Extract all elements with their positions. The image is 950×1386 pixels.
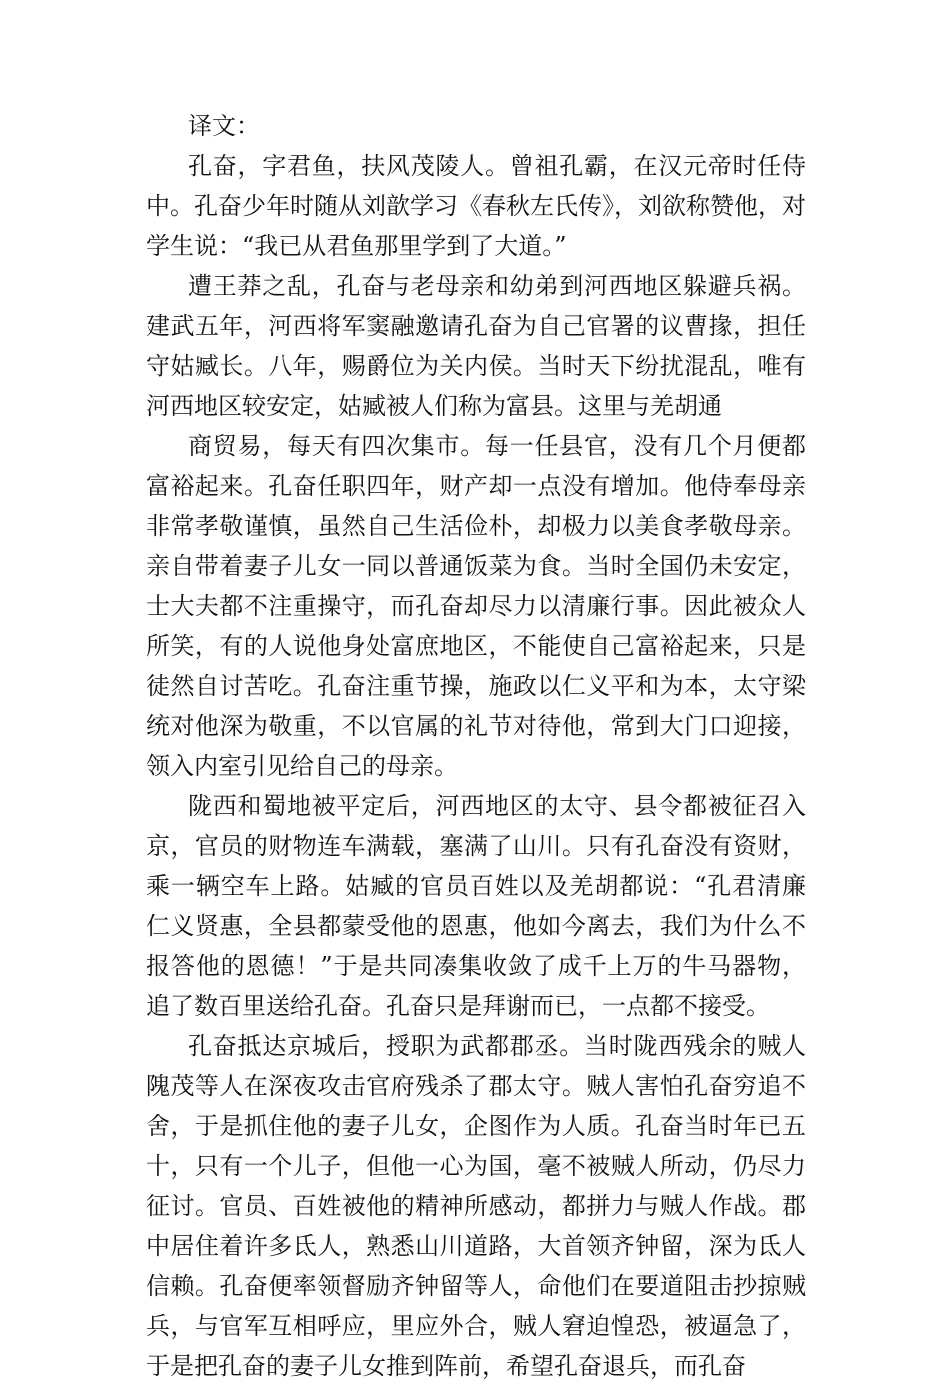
paragraph-4: 陇西和蜀地被平定后，河西地区的太守、县令都被征召入京，官员的财物连车满载，塞满了山川。只有孔奋没有资财，乘一辆空车上路。姑臧的官员百姓以及羌胡都说：“孔君清廉仁义贤惠，全县都蒙受他的恩惠，他如今离去，我们为什么不报答他的恩德！”于是共同凑集收敛了成千上万的牛马器物，追了数百里送给孔奋。孔奋只是拜谢而已，一点都不接受。 bbox=[146, 792, 806, 1020]
translation-heading: 译文： bbox=[188, 112, 260, 140]
paragraph-2: 遭王莽之乱，孔奋与老母亲和幼弟到河西地区躲避兵祸。建武五年，河西将军窦融邀请孔奋为自己官署的议曹掾，担任守姑臧长。八年，赐爵位为关内侯。当时天下纷扰混乱，唯有河西地区较安定，姑臧被人们称为富县。这里与羌胡通 bbox=[146, 272, 806, 420]
translation-text-block bbox=[146, 106, 806, 1386]
paragraph-5: 孔奋抵达京城后，授职为武都郡丞。当时陇西残余的贼人隗茂等人在深夜攻击官府残杀了郡太守。贼人害怕孔奋穷追不舍，于是抓住他的妻子儿女，企图作为人质。孔奋当时年已五十，只有一个儿子，但他一心为国，毫不被贼人所动，仍尽力征讨。官员、百姓被他的精神所感动，都拼力与贼人作战。郡中居住着许多氐人，熟悉山川道路，大首领齐钟留，深为氐人信赖。孔奋便率领督励齐钟留等人，命他们在要道阻击抄掠贼兵，与官军互相呼应，里应外合，贼人窘迫惶恐，被逼急了，于是把孔奋的妻子儿女推到阵前，希望孔奋退兵，而孔奋 bbox=[146, 1032, 806, 1380]
paragraph-1: 孔奋，字君鱼，扶风茂陵人。曾祖孔霸，在汉元帝时任侍中。孔奋少年时随从刘歆学习《春秋左氏传》，刘欲称赞他，对学生说：“我已从君鱼那里学到了大道。” bbox=[146, 152, 806, 260]
paragraph-3: 商贸易，每天有四次集市。每一任县官，没有几个月便都富裕起来。孔奋任职四年，财产却一点没有增加。他侍奉母亲非常孝敬谨慎，虽然自己生活俭朴，却极力以美食孝敬母亲。亲自带着妻子儿女一同以普通饭菜为食。当时全国仍未安定，士大夫都不注重操守，而孔奋却尽力以清廉行事。因此被众人所笑，有的人说他身处富庶地区，不能使自己富裕起来，只是徒然自讨苦吃。孔奋注重节操，施政以仁义平和为本，太守梁统对他深为敬重，不以官属的礼节对待他，常到大门口迎接，领入内室引见给自己的母亲。 bbox=[146, 432, 806, 780]
